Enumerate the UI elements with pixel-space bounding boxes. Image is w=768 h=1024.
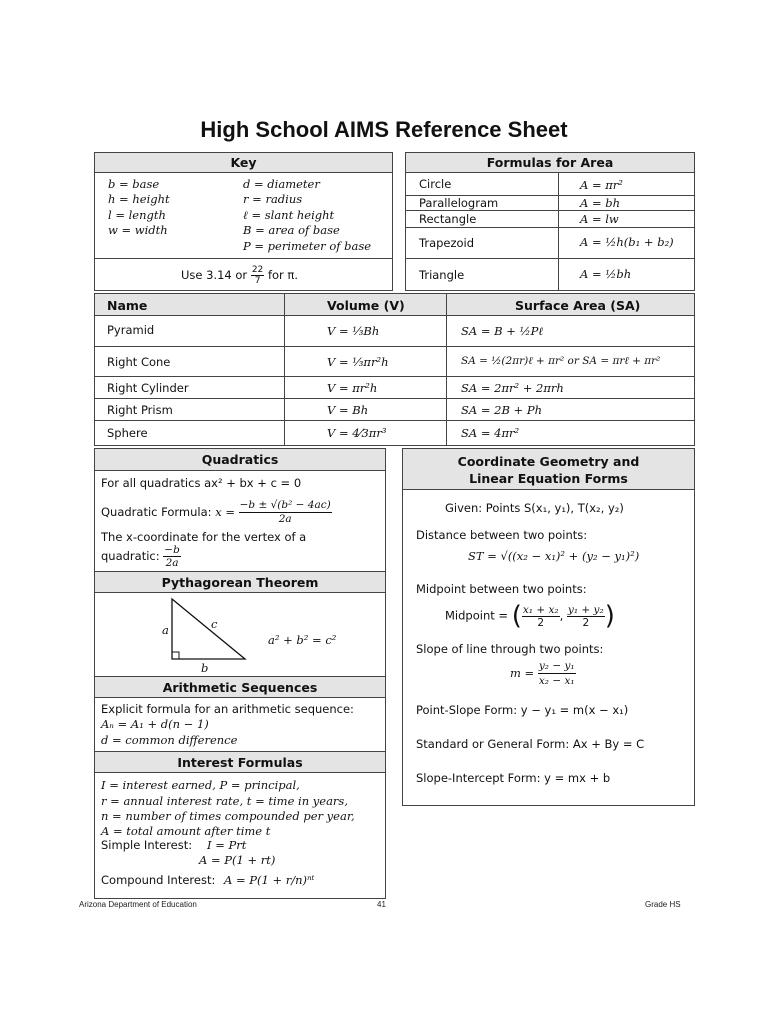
pi-fraction <box>251 265 264 286</box>
compound-interest-label: Compound Interest: <box>101 873 216 887</box>
arithmetic-line3: d = common difference <box>101 733 238 747</box>
page-title: High School AIMS Reference Sheet <box>200 117 568 142</box>
solids-header-volume: Volume (V) <box>327 298 405 313</box>
coordinate-box <box>402 448 695 806</box>
key-heading: Key <box>95 153 392 173</box>
divider <box>95 398 694 399</box>
interest-line1: I = interest earned, P = principal, <box>101 778 300 792</box>
arithmetic-line1: Explicit formula for an arithmetic sequence: <box>101 702 354 716</box>
right-triangle-diagram <box>157 597 267 677</box>
midpoint-label: Midpoint between two points: <box>416 582 587 596</box>
area-box <box>405 152 695 291</box>
pythagorean-formula: a² + b² = c² <box>268 633 337 647</box>
interest-line4: A = total amount after time t <box>101 824 271 838</box>
interest-heading: Interest Formulas <box>95 751 385 773</box>
triangle-shape <box>172 599 245 659</box>
quadratics-general: For all quadratics ax² + bx + c = 0 <box>101 476 302 490</box>
solid-volume-4: V = 4⁄3πr³ <box>327 426 387 440</box>
divider <box>558 173 559 291</box>
slope-num: y₂ − y₁ <box>538 660 575 672</box>
vertex-den: 2a <box>165 557 179 569</box>
distance-formula: ST = √((x₂ − x₁)² + (y₂ − y₁)²) <box>468 549 640 563</box>
vertex-line1: The x-coordinate for the vertex of a <box>101 530 307 544</box>
comma: , <box>559 608 567 623</box>
divider <box>406 258 694 259</box>
quadratics-heading: Quadratics <box>95 449 385 471</box>
midpoint-x-num: x₁ + x₂ <box>522 603 559 616</box>
key-left-1: h = height <box>108 192 170 206</box>
divider <box>446 294 447 445</box>
area-name-1: Parallelogram <box>419 196 499 210</box>
coordinate-heading <box>403 449 694 490</box>
quadratic-den: 2a <box>278 513 292 525</box>
solids-header-surface: Surface Area (SA) <box>515 298 641 313</box>
area-formula-1: A = bh <box>580 196 621 210</box>
area-formula-0: A = πr² <box>580 178 623 192</box>
divider <box>95 258 392 259</box>
vertex-fraction <box>163 544 181 569</box>
interest-line3: n = number of times compounded per year, <box>101 809 355 823</box>
key-right-1: r = radius <box>243 192 303 206</box>
triangle-side-c: c <box>211 617 218 631</box>
pi-den: 7 <box>254 276 261 286</box>
triangle-side-a: a <box>162 623 169 637</box>
area-formula-2: A = lw <box>580 212 619 226</box>
area-formula-4: A = ½bh <box>580 267 632 281</box>
coordinate-heading-line2: Linear Equation Forms <box>469 471 628 486</box>
area-name-4: Triangle <box>419 268 465 282</box>
solid-volume-2: V = πr²h <box>327 381 378 395</box>
footer-left: Arizona Department of Education <box>79 900 197 909</box>
key-right-3: B = area of base <box>243 223 340 237</box>
pi-note-post: for π. <box>267 268 298 282</box>
slope-label: Slope of line through two points: <box>416 642 604 656</box>
compound-interest: A = P(1 + r/n)ⁿᵗ <box>224 873 315 887</box>
midpoint-y-num: y₁ + y₂ <box>567 603 604 616</box>
interest-line2: r = annual interest rate, t = time in years, <box>101 794 348 808</box>
quadratic-num: −b ± √(b² − 4ac) <box>239 499 331 511</box>
key-right-0: d = diameter <box>243 177 320 191</box>
slope-formula <box>510 659 576 688</box>
triangle-side-b: b <box>201 661 209 675</box>
area-name-0: Circle <box>419 177 452 191</box>
given-points: Given: Points S(x₁, y₁), T(x₂, y₂) <box>445 501 624 515</box>
divider <box>95 376 694 377</box>
vertex-formula <box>101 544 181 569</box>
solid-surface-1: SA = ½(2πr)ℓ + πr² or SA = πrℓ + πr² <box>461 355 661 367</box>
pi-note-pre: Use 3.14 or <box>181 268 248 282</box>
solid-name-0: Pyramid <box>107 323 155 337</box>
divider <box>95 346 694 347</box>
key-right-2: ℓ = slant height <box>243 208 335 222</box>
divider <box>95 420 694 421</box>
area-heading: Formulas for Area <box>406 153 694 173</box>
solid-volume-3: V = Bh <box>327 403 369 417</box>
paren-open: ( <box>511 601 522 631</box>
key-left-2: l = length <box>108 208 166 222</box>
arithmetic-heading: Arithmetic Sequences <box>95 676 385 698</box>
quadratic-formula <box>101 499 332 526</box>
midpoint-x <box>522 604 560 629</box>
slope-den: x₂ − x₁ <box>538 675 575 687</box>
key-left-3: w = width <box>108 223 168 237</box>
divider <box>406 210 694 211</box>
footer-right: Grade HS <box>645 900 681 909</box>
solid-surface-4: SA = 4πr² <box>461 426 520 440</box>
midpoint-formula <box>445 601 615 631</box>
midpoint-y <box>567 604 605 629</box>
quadratic-formula-label: Quadratic Formula: <box>101 505 212 519</box>
solid-volume-0: V = ⅓Bh <box>327 324 380 338</box>
footer-page-number: 41 <box>377 900 386 909</box>
solid-surface-2: SA = 2πr² + 2πrh <box>461 381 564 395</box>
coordinate-heading-line1: Coordinate Geometry and <box>457 454 640 469</box>
arithmetic-line2: Aₙ = A₁ + d(n − 1) <box>101 717 209 731</box>
simple-interest-1: I = Prt <box>207 838 247 852</box>
slope-fraction <box>538 659 576 688</box>
solid-name-3: Right Prism <box>107 403 173 417</box>
divider <box>284 294 285 445</box>
vertex-label: quadratic: <box>101 549 160 563</box>
pi-num: 22 <box>251 265 264 275</box>
key-left-0: b = base <box>108 177 160 191</box>
solids-header-name: Name <box>107 298 148 313</box>
simple-interest-label: Simple Interest: <box>101 838 193 852</box>
solid-name-2: Right Cylinder <box>107 381 189 395</box>
standard-form: Standard or General Form: Ax + By = C <box>416 737 645 751</box>
area-formula-3: A = ½h(b₁ + b₂) <box>580 235 674 249</box>
pythagorean-heading: Pythagorean Theorem <box>95 571 385 593</box>
solid-surface-3: SA = 2B + Ph <box>461 403 542 417</box>
distance-label: Distance between two points: <box>416 528 588 542</box>
area-name-3: Trapezoid <box>419 236 475 250</box>
slope-intercept-form: Slope-Intercept Form: y = mx + b <box>416 771 611 785</box>
point-slope-form: Point-Slope Form: y − y₁ = m(x − x₁) <box>416 703 629 717</box>
right-angle-marker <box>172 652 179 659</box>
key-right-4: P = perimeter of base <box>243 239 372 253</box>
midpoint-word: Midpoint = <box>445 608 509 623</box>
midpoint-x-den: 2 <box>537 616 545 629</box>
midpoint-y-den: 2 <box>582 616 590 629</box>
area-name-2: Rectangle <box>419 212 477 226</box>
left-formulas-box <box>94 448 386 899</box>
solid-volume-1: V = ⅓πr²h <box>327 355 389 369</box>
paren-close: ) <box>604 601 615 631</box>
simple-interest-2: A = P(1 + rt) <box>199 853 276 867</box>
solid-name-1: Right Cone <box>107 355 171 369</box>
solid-name-4: Sphere <box>107 426 148 440</box>
divider <box>406 227 694 228</box>
quadratic-fraction <box>239 499 332 526</box>
solids-table <box>94 293 695 446</box>
slope-lhs: m = <box>510 666 535 680</box>
pi-note <box>181 265 298 286</box>
key-box <box>94 152 393 291</box>
quadratic-formula-lhs: x = <box>215 505 235 519</box>
solid-surface-0: SA = B + ½Pℓ <box>461 324 544 338</box>
vertex-num: −b <box>164 544 180 556</box>
